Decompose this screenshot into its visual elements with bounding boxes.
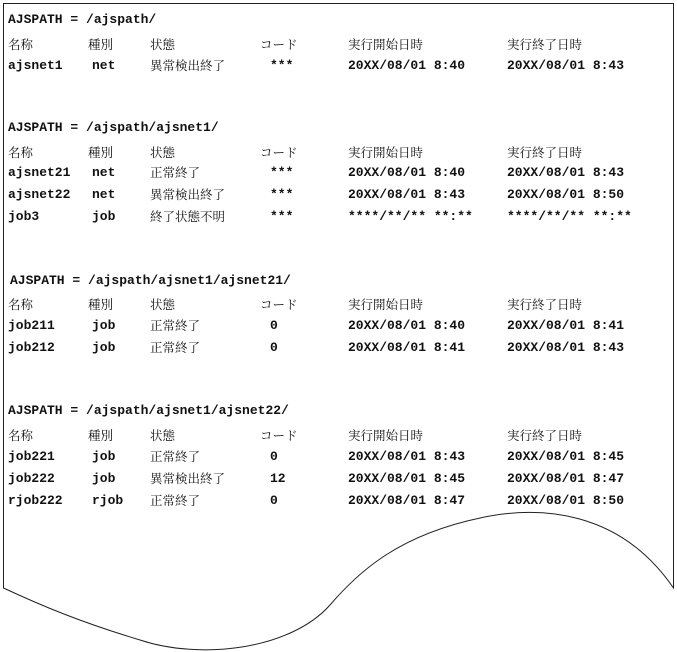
row-status: 正常終了	[150, 318, 201, 333]
row-type: rjob	[92, 493, 124, 508]
row-name: rjob222	[8, 493, 63, 508]
row-type: net	[92, 165, 116, 180]
ajspath-label: AJSPATH = /ajspath/ajsnet1/	[8, 120, 219, 135]
row-name: job3	[8, 209, 40, 224]
row-type: job	[92, 318, 116, 333]
column-code-header: コード	[260, 428, 298, 443]
row-type: net	[92, 58, 116, 73]
row-start: ****/**/** **:**	[348, 209, 473, 224]
column-name-header: 名称	[8, 297, 34, 312]
row-end: 20XX/08/01 8:50	[507, 187, 625, 202]
row-status: 異常検出終了	[150, 187, 226, 202]
row-start: 20XX/08/01 8:41	[348, 340, 466, 355]
column-end-header: 実行終了日時	[507, 428, 583, 443]
column-code-header: コード	[260, 145, 298, 160]
ajspath-label: AJSPATH = /ajspath/ajsnet1/ajsnet22/	[8, 403, 289, 418]
row-code: 12	[270, 471, 286, 486]
column-type-header: 種別	[88, 37, 114, 52]
row-code: 0	[270, 449, 278, 464]
column-end-header: 実行終了日時	[507, 297, 583, 312]
row-name: job222	[8, 471, 55, 486]
column-status-header: 状態	[150, 297, 176, 312]
row-end: 20XX/08/01 8:43	[507, 58, 625, 73]
row-type: job	[92, 449, 116, 464]
column-code-header: コード	[260, 297, 298, 312]
row-name: job221	[8, 449, 55, 464]
row-type: job	[92, 209, 116, 224]
row-type: job	[92, 471, 116, 486]
row-status: 異常検出終了	[150, 471, 226, 486]
column-type-header: 種別	[88, 297, 114, 312]
row-end: 20XX/08/01 8:45	[507, 449, 625, 464]
row-start: 20XX/08/01 8:40	[348, 165, 466, 180]
row-name: ajsnet1	[8, 58, 63, 73]
row-type: net	[92, 187, 116, 202]
row-name: job211	[8, 318, 55, 333]
column-start-header: 実行開始日時	[348, 297, 424, 312]
row-code: ***	[270, 187, 294, 202]
ajspath-label: AJSPATH = /ajspath/	[8, 12, 157, 27]
column-status-header: 状態	[150, 428, 176, 443]
row-end: 20XX/08/01 8:47	[507, 471, 625, 486]
row-start: 20XX/08/01 8:45	[348, 471, 466, 486]
row-end: 20XX/08/01 8:43	[507, 340, 625, 355]
column-name-header: 名称	[8, 428, 34, 443]
row-status: 正常終了	[150, 340, 201, 355]
row-code: 0	[270, 318, 278, 333]
column-type-header: 種別	[88, 428, 114, 443]
column-end-header: 実行終了日時	[507, 145, 583, 160]
row-code: 0	[270, 493, 278, 508]
column-status-header: 状態	[150, 37, 176, 52]
column-end-header: 実行終了日時	[507, 37, 583, 52]
column-start-header: 実行開始日時	[348, 37, 424, 52]
row-start: 20XX/08/01 8:43	[348, 187, 466, 202]
row-code: 0	[270, 340, 278, 355]
row-start: 20XX/08/01 8:40	[348, 318, 466, 333]
column-name-header: 名称	[8, 145, 34, 160]
row-name: ajsnet21	[8, 165, 71, 180]
column-name-header: 名称	[8, 37, 34, 52]
row-status: 正常終了	[150, 449, 201, 464]
row-end: 20XX/08/01 8:50	[507, 493, 625, 508]
column-start-header: 実行開始日時	[348, 428, 424, 443]
row-code: ***	[270, 58, 294, 73]
row-code: ***	[270, 165, 294, 180]
column-type-header: 種別	[88, 145, 114, 160]
column-status-header: 状態	[150, 145, 176, 160]
row-end: ****/**/** **:**	[507, 209, 632, 224]
row-status: 異常検出終了	[150, 58, 226, 73]
row-code: ***	[270, 209, 294, 224]
column-start-header: 実行開始日時	[348, 145, 424, 160]
row-end: 20XX/08/01 8:43	[507, 165, 625, 180]
row-end: 20XX/08/01 8:41	[507, 318, 625, 333]
row-start: 20XX/08/01 8:40	[348, 58, 466, 73]
row-status: 正常終了	[150, 165, 201, 180]
row-name: ajsnet22	[8, 187, 71, 202]
column-code-header: コード	[260, 37, 298, 52]
row-start: 20XX/08/01 8:47	[348, 493, 466, 508]
row-type: job	[92, 340, 116, 355]
row-status: 正常終了	[150, 493, 201, 508]
row-status: 終了状態不明	[150, 209, 226, 224]
row-start: 20XX/08/01 8:43	[348, 449, 466, 464]
ajspath-label: AJSPATH = /ajspath/ajsnet1/ajsnet21/	[10, 273, 291, 288]
row-name: job212	[8, 340, 55, 355]
